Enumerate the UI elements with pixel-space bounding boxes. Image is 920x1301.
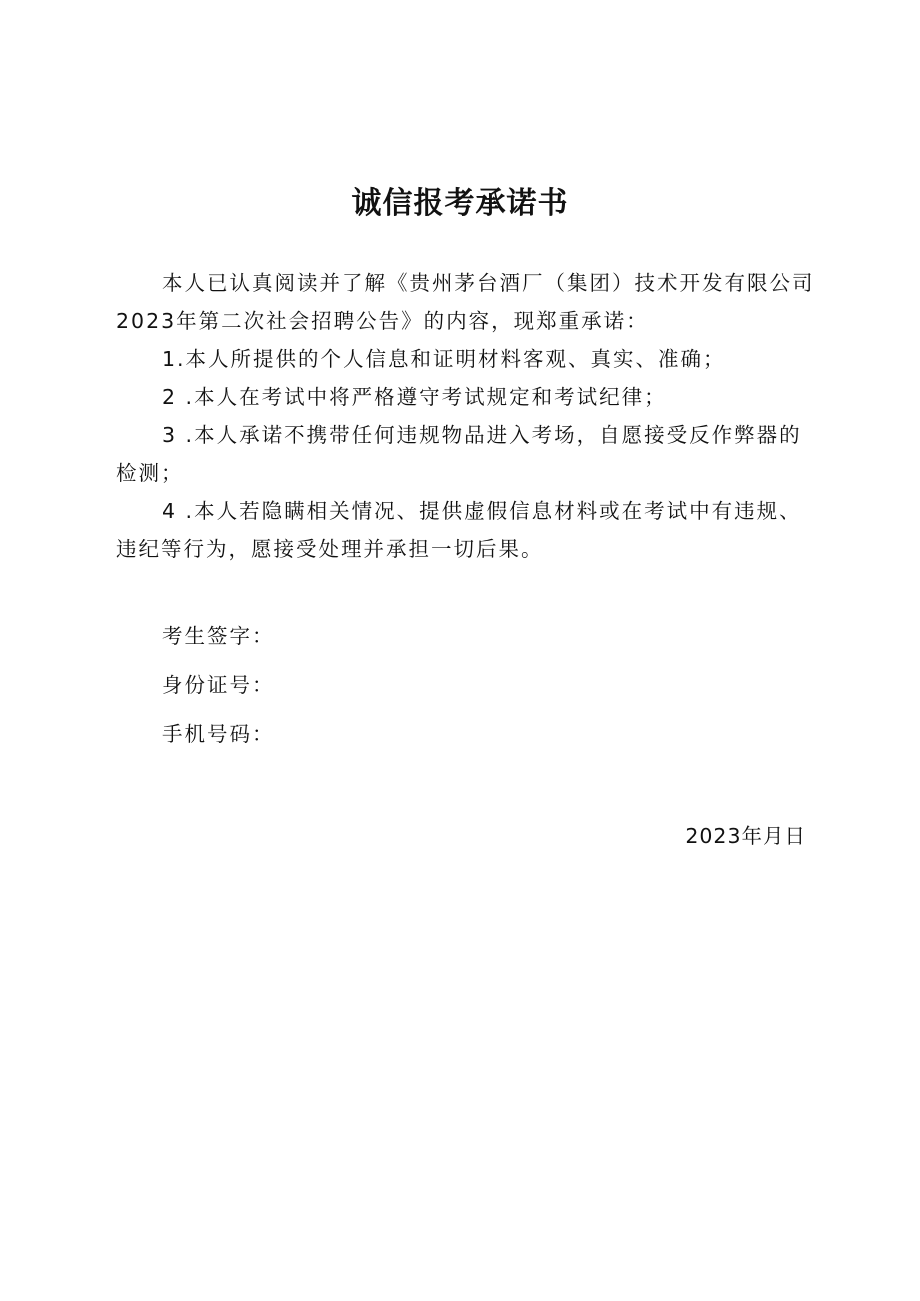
id-number-label: 身份证号： — [162, 673, 275, 697]
document-body — [116, 264, 816, 568]
commitment-item-2: 2 .本人在考试中将严格遵守考试规定和考试纪律； — [162, 385, 667, 409]
document-date: 2023年月日 — [685, 824, 806, 848]
commitment-item-3: 3 .本人承诺不携带任何违规物品进入考场，自愿接受反作弊器的检测； — [116, 423, 802, 485]
commitment-item-1: 1.本人所提供的个人信息和证明材料客观、真实、准确； — [162, 347, 726, 371]
commitment-item-4: 4 .本人若隐瞒相关情况、提供虚假信息材料或在考试中有违规、违纪等行为，愿接受处理并承担一切后果。 — [116, 499, 802, 561]
document-title: 诚信报考承诺书 — [351, 186, 569, 221]
phone-number-label: 手机号码： — [162, 722, 275, 746]
signature-label: 考生签字： — [162, 624, 275, 648]
signature-fields — [162, 612, 275, 759]
intro-paragraph: 本人已认真阅读并了解《贵州茅台酒厂（集团）技术开发有限公司2023年第二次社会招聘公告》的内容，现郑重承诺： — [116, 271, 815, 333]
